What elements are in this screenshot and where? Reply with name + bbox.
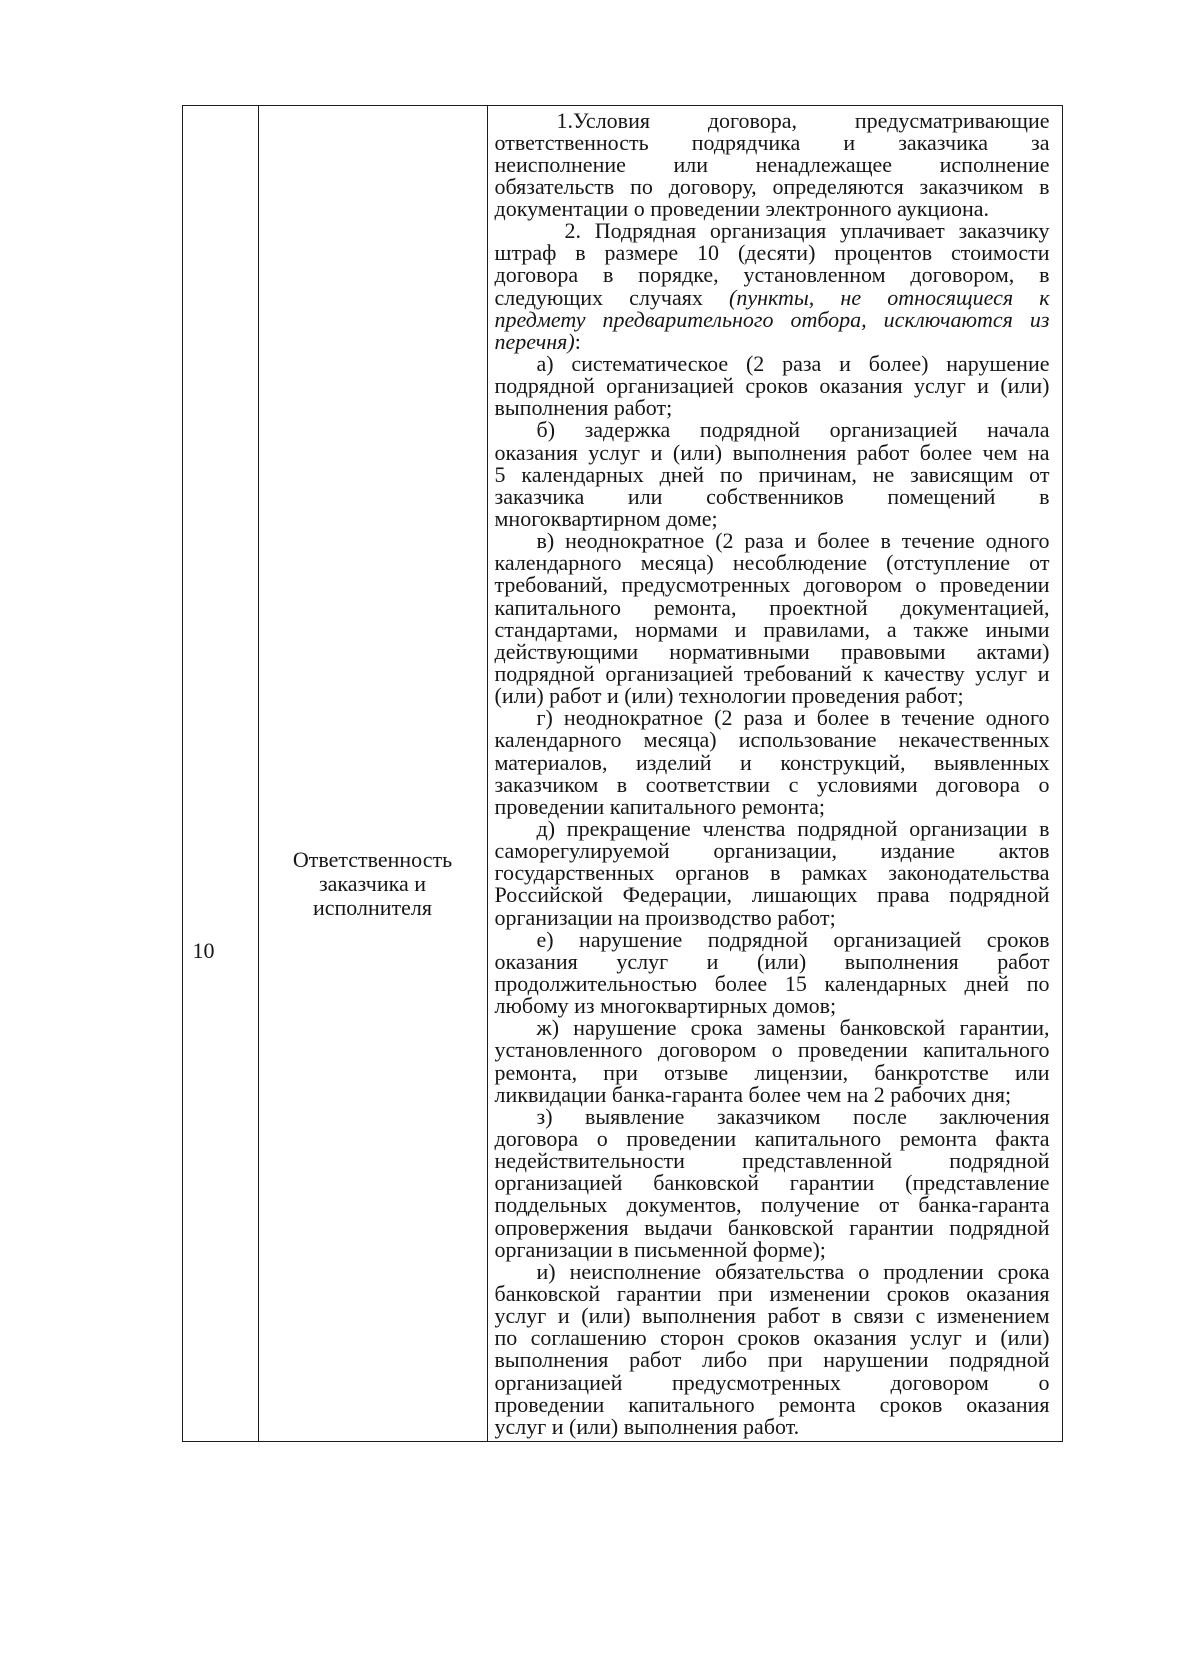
italic-note-segment: (пункты, не относящиеся к (729, 284, 1050, 310)
text-line: услуг и (или) выполнения работ. (494, 1413, 800, 1439)
clause-1 (494, 107, 1050, 222)
text-line: организацией предусмотренных договором о (494, 1369, 1050, 1395)
text-line (494, 284, 1050, 310)
text-line: договора в порядке, установленном договором, в (494, 262, 1050, 288)
text-line: действующими нормативными правовыми актами) (494, 638, 1050, 664)
row-label-line: Ответственность (292, 846, 453, 872)
text-line: г) неоднократное (2 раза и более в течение одного (536, 705, 1050, 731)
text-line: 2. Подрядная организация уплачивает заказчику (564, 218, 1050, 244)
text-line: (или) работ и (или) технологии проведения работ; (494, 683, 964, 709)
text-line: саморегулируемой организации, издание актов (494, 838, 1050, 864)
text-line: оказания услуг и (или) выполнения работ (494, 948, 1050, 974)
text-line: требований, предусмотренных договором о проведении (494, 572, 1050, 598)
text-line: Российской Федерации, лишающих права подрядной (494, 882, 1050, 908)
column-divider (258, 106, 259, 1441)
text-line: ремонта, при отзыве лицензии, банкротстве или (494, 1059, 1050, 1085)
table (182, 105, 1063, 1442)
text-line: опровержения выдачи банковской гарантии подрядной (494, 1214, 1050, 1240)
text-line: заказчика или собственников помещений в (494, 483, 1050, 509)
text-line: календарного месяца) использование некачественных (494, 727, 1050, 753)
item-d (495, 818, 1050, 929)
italic-note-segment: перечня) (494, 328, 575, 354)
text-line: ответственность подрядчика и заказчика за (494, 129, 1050, 155)
text-line: капитального ремонта, проектной документацией, (494, 594, 1050, 620)
text-line: и) неисполнение обязательства о продлении срока (536, 1258, 1050, 1284)
text-line: е) нарушение подрядной организацией сроков (536, 926, 1050, 952)
row-number: 10 (192, 937, 215, 963)
text-line (494, 306, 1050, 332)
item-i (494, 1258, 1050, 1439)
text-line: проведении капитального ремонта; (494, 793, 825, 819)
text-line: оказания услуг и (или) выполнения работ более чем на (494, 439, 1050, 465)
text-line: з) выявление заказчиком после заключения (536, 1103, 1050, 1129)
text-line: установленного договором о проведении капитального (494, 1037, 1050, 1063)
text-line: проведении капитального ремонта сроков оказания (494, 1391, 1050, 1417)
text-line: календарного месяца) несоблюдение (отступление от (494, 550, 1050, 576)
item-z (494, 1103, 1050, 1262)
text-line: организации в письменной форме); (494, 1236, 826, 1262)
text-line: подрядной организацией требований к качеству услуг и (494, 661, 1050, 687)
text-line: поддельных документов, получение от банка-гаранта (494, 1192, 1050, 1218)
row-label-line: заказчика и (318, 870, 427, 896)
item-v (495, 530, 1050, 707)
item-a (495, 353, 1050, 419)
row-label-line: исполнителя (312, 894, 433, 920)
text-line (494, 328, 1050, 354)
text-line: ж) нарушение срока замены банковской гарантии, (536, 1015, 1050, 1041)
text-line: 5 календарных дней по причинам, не зависящим от (494, 461, 1050, 487)
text-line: многоквартирном доме; (494, 506, 718, 532)
text-line: обязательств по договору, определяются заказчиком в (494, 173, 1050, 199)
text-line: государственных органов в рамках законодательства (494, 860, 1050, 886)
text-line: штраф в размере 10 (десяти) процентов стоимости (494, 240, 1050, 266)
text-line: недействительности представленной подрядной (494, 1148, 1050, 1174)
text-line: банковской гарантии при изменении сроков оказания (494, 1280, 1050, 1306)
text-line: выполнения работ; (494, 395, 673, 421)
text-line: организации на производство работ; (494, 904, 836, 930)
text-line: продолжительностью более 15 календарных дней по (494, 970, 1050, 996)
item-b (495, 419, 1050, 530)
text-line: 1.Условия договора, предусматривающие (556, 107, 1050, 133)
text-line: стандартами, нормами и правилами, а также иными (494, 616, 1050, 642)
item-e (494, 926, 1050, 1019)
text-line: д) прекращение членства подрядной организации в (536, 816, 1050, 841)
text-line: заказчиком в соответствии с условиями договора о (494, 771, 1050, 797)
italic-note-segment: предмету предварительного отбора, исключаются из (494, 306, 1050, 332)
text-line: по соглашению сторон сроков оказания услуг и (или) (494, 1325, 1050, 1351)
text-line: б) задержка подрядной организацией начала (536, 417, 1050, 443)
text-line: услуг и (или) выполнения работ в связи с изменением (494, 1303, 1050, 1329)
text-line: подрядной организацией сроков оказания услуг и (или) (494, 373, 1050, 399)
item-g (495, 707, 1050, 818)
text-line: в) неоднократное (2 раза и более в течение одного (536, 528, 1050, 554)
text-line: ликвидации банка-гаранта более чем на 2 рабочих дня; (494, 1081, 1012, 1107)
clause-2 (495, 220, 1050, 353)
item-zh (495, 1017, 1050, 1106)
text-line: организацией банковской гарантии (представление (494, 1170, 1050, 1196)
text-line: материалов, изделий и конструкций, выявленных (494, 749, 1050, 775)
text-segment: : (574, 328, 581, 354)
text-line: а) систематическое (2 раза и более) нарушение (536, 351, 1050, 377)
text-line: выполнения работ либо при нарушении подрядной (494, 1347, 1050, 1373)
text-line: любому из многоквартирных домов; (494, 993, 837, 1019)
text-segment: следующих случаях (494, 284, 703, 310)
text-line: документации о проведении электронного аукциона. (494, 196, 990, 222)
row-description (494, 107, 1050, 1439)
row-label (258, 848, 487, 920)
column-divider (487, 106, 488, 1441)
text-line: неисполнение или ненадлежащее исполнение (494, 151, 1050, 177)
text-line: договора о проведении капитального ремонта факта (494, 1125, 1050, 1151)
